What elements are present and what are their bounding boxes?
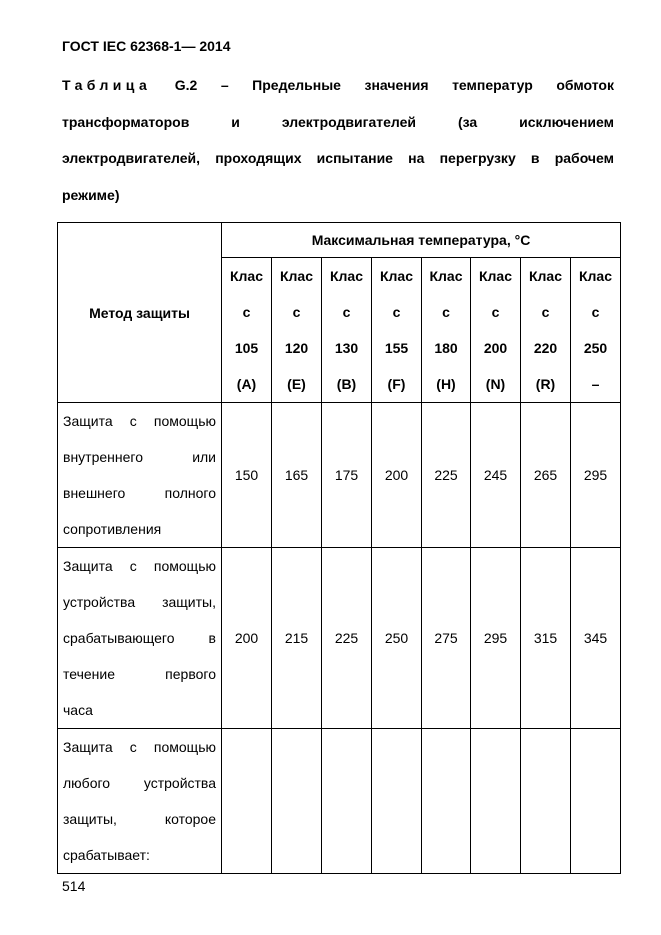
- table-row: [58, 403, 621, 548]
- value-cell: 175: [322, 403, 372, 548]
- value-cell: [222, 729, 272, 874]
- method-cell: Защита с помощью любого устройства защиты, которое срабатывает:: [58, 729, 222, 874]
- value-cell: 295: [471, 548, 521, 729]
- class-header: Клас с 155 (F): [372, 258, 422, 403]
- caption-line-4: режиме): [62, 186, 120, 203]
- class-header: Клас с 120 (E): [272, 258, 322, 403]
- page-number: 514: [62, 878, 86, 894]
- class-header: Клас с 200 (N): [471, 258, 521, 403]
- value-cell: 275: [422, 548, 471, 729]
- max-temperature-header: Максимальная температура, °C: [222, 223, 621, 258]
- value-cell: 150: [222, 403, 272, 548]
- document-header: ГОСТ IEC 62368-1— 2014: [62, 38, 231, 54]
- value-cell: [322, 729, 372, 874]
- caption-line-3: электродвигателей, проходящих испытание на перегрузку в рабочем: [62, 150, 614, 166]
- method-cell: Защита с помощью устройства защиты, срабатывающего в течение первого часа: [58, 548, 222, 729]
- value-cell: 315: [521, 548, 571, 729]
- class-header: Клас с 105 (A): [222, 258, 272, 403]
- value-cell: 225: [422, 403, 471, 548]
- value-cell: [372, 729, 422, 874]
- class-header: Клас с 250 –: [571, 258, 621, 403]
- value-cell: 200: [372, 403, 422, 548]
- value-cell: [521, 729, 571, 874]
- value-cell: 225: [322, 548, 372, 729]
- value-cell: [571, 729, 621, 874]
- class-header: Клас с 220 (R): [521, 258, 571, 403]
- method-header: Метод защиты: [58, 223, 222, 403]
- value-cell: [471, 729, 521, 874]
- table-caption: [62, 67, 614, 213]
- value-cell: [272, 729, 322, 874]
- value-cell: 200: [222, 548, 272, 729]
- table-row: [58, 729, 621, 874]
- method-cell: Защита с помощью внутреннего или внешнего полного сопротивления: [58, 403, 222, 548]
- temperature-limits-table: [57, 222, 621, 874]
- value-cell: 245: [471, 403, 521, 548]
- class-header: Клас с 180 (H): [422, 258, 471, 403]
- value-cell: 265: [521, 403, 571, 548]
- value-cell: 295: [571, 403, 621, 548]
- value-cell: 250: [372, 548, 422, 729]
- value-cell: 215: [272, 548, 322, 729]
- caption-line-1: Таблица G.2 – Предельные значения температур обмоток: [62, 77, 614, 93]
- caption-line-2: трансформаторов и электродвигателей (за исключением: [62, 113, 614, 130]
- value-cell: [422, 729, 471, 874]
- value-cell: 345: [571, 548, 621, 729]
- caption-label: Таблица: [62, 77, 152, 93]
- class-header: Клас с 130 (B): [322, 258, 372, 403]
- table-row: [58, 548, 621, 729]
- value-cell: 165: [272, 403, 322, 548]
